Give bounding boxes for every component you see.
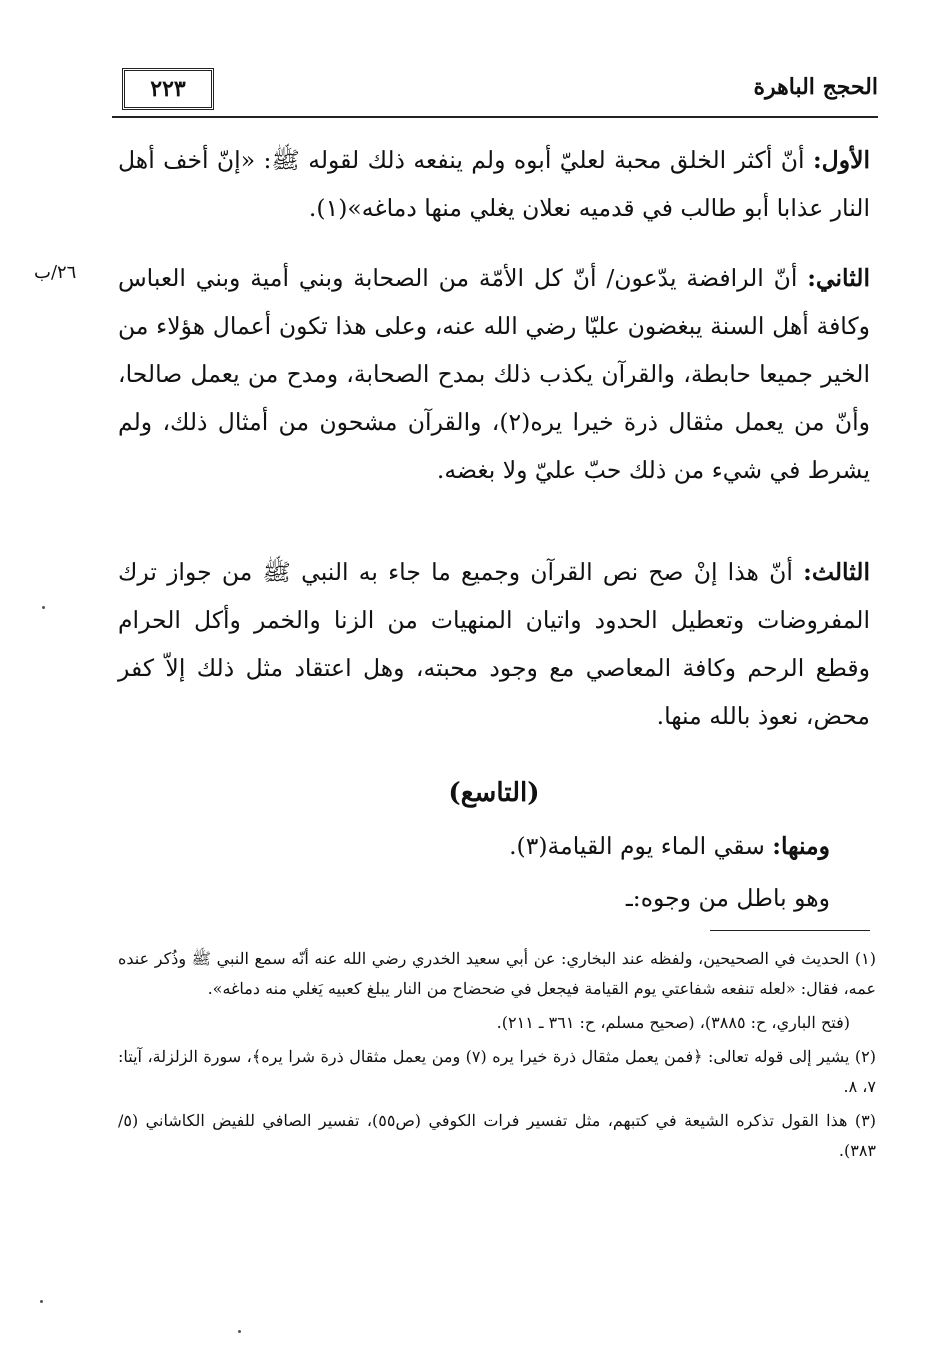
paragraph-fifth: [118, 874, 870, 922]
footnote-separator: [710, 930, 870, 931]
paragraph-lead: الأول:: [812, 146, 870, 174]
scan-speck: [42, 606, 45, 609]
page-header: [112, 68, 878, 114]
scan-speck: [40, 1300, 43, 1303]
scan-speck: [238, 1330, 241, 1333]
paragraph-lead: الثالث:: [803, 558, 870, 586]
footnote-2: (٢) يشير إلى قوله تعالى: ﴿فمن يعمل مثقال ذرة خيرا يره (٧) ومن يعمل مثقال ذرة شرا يره﴾، سورة الزلزلة، آيتا: ٧، ٨.: [118, 1047, 876, 1096]
paragraph-second: [118, 254, 870, 494]
footnotes: [118, 944, 876, 1170]
paragraph-text: أنّ الرافضة يدّعون/ أنّ كل الأمّة من الصحابة وبني أمية وبني العباس وكافة أهل السنة يبغضون عليّا رضي الله عنه، وعلى هذا تكون أعمال هؤلاء من الخير جميعا حابطة، والقرآن يكذب ذلك بمدح الصحابة، ومدح من يعمل صالحا، وأنّ من يعمل مثقال ذرة خيرا يره(٢)، والقرآن مشحون من أمثال ذلك، ولم يشرط في شيء من ذلك حبّ عليّ ولا بغضه.: [118, 264, 870, 484]
paragraph-third: [118, 548, 870, 740]
footnote-1: (١) الحديث في الصحيحين، ولفظه عند البخاري: عن أبي سعيد الخدري رضي الله عنه أنّه سمع النبي ﷺ وذُكر عنده عمه، فقال: «لعله تنفعه شفاعتي يوم القيامة فيجعل في ضحضاح من النار يبلغ كعبيه يَغلي منه دماغه».: [118, 949, 877, 998]
running-title: الحجج الباهرة: [753, 74, 878, 100]
paragraph-lead: ومنها:: [772, 832, 830, 860]
footnote-1-source: (فتح الباري، ح: ٣٨٨٥)، (صحيح مسلم، ح: ٣٦١ ـ ٢١١).: [496, 1013, 850, 1032]
paragraph-text: سقي الماء يوم القيامة(٣).: [509, 832, 773, 860]
paragraph-lead: الثاني:: [807, 264, 870, 292]
header-rule: [112, 116, 878, 118]
footnote-3: (٣) هذا القول تذكره الشيعة في كتبهم، مثل تفسير فرات الكوفي (ص٥٥)، تفسير الصافي للفيض الكاشاني (٥/ ٣٨٣).: [118, 1111, 876, 1160]
page-number: ٢٢٣: [122, 68, 214, 110]
paragraph-text: أنّ هذا إنْ صح نص القرآن وجميع ما جاء به النبي ﷺ من جواز ترك المفروضات وتعطيل الحدود واتيان المنهيات من الزنا والخمر وأكل الحرام وقطع الرحم وكافة المعاصي مع وجود محبته، وهل اعتقاد مثل ذلك إلاّ كفر محض، نعوذ بالله منها.: [118, 558, 870, 730]
paragraph-fourth: [118, 822, 870, 870]
paragraph-first: [118, 136, 870, 232]
section-heading: (التاسع): [448, 778, 540, 808]
paragraph-text: أنّ أكثر الخلق محبة لعليّ أبوه ولم ينفعه ذلك لقوله ﷺ: «إنّ أخف أهل النار عذابا أبو طالب في قدميه نعلان يغلي منها دماغه»(١).: [118, 146, 870, 222]
manuscript-folio-marker: ٢٦/ب: [34, 262, 77, 283]
paragraph-text: وهو باطل من وجوه:ـ: [625, 884, 830, 912]
